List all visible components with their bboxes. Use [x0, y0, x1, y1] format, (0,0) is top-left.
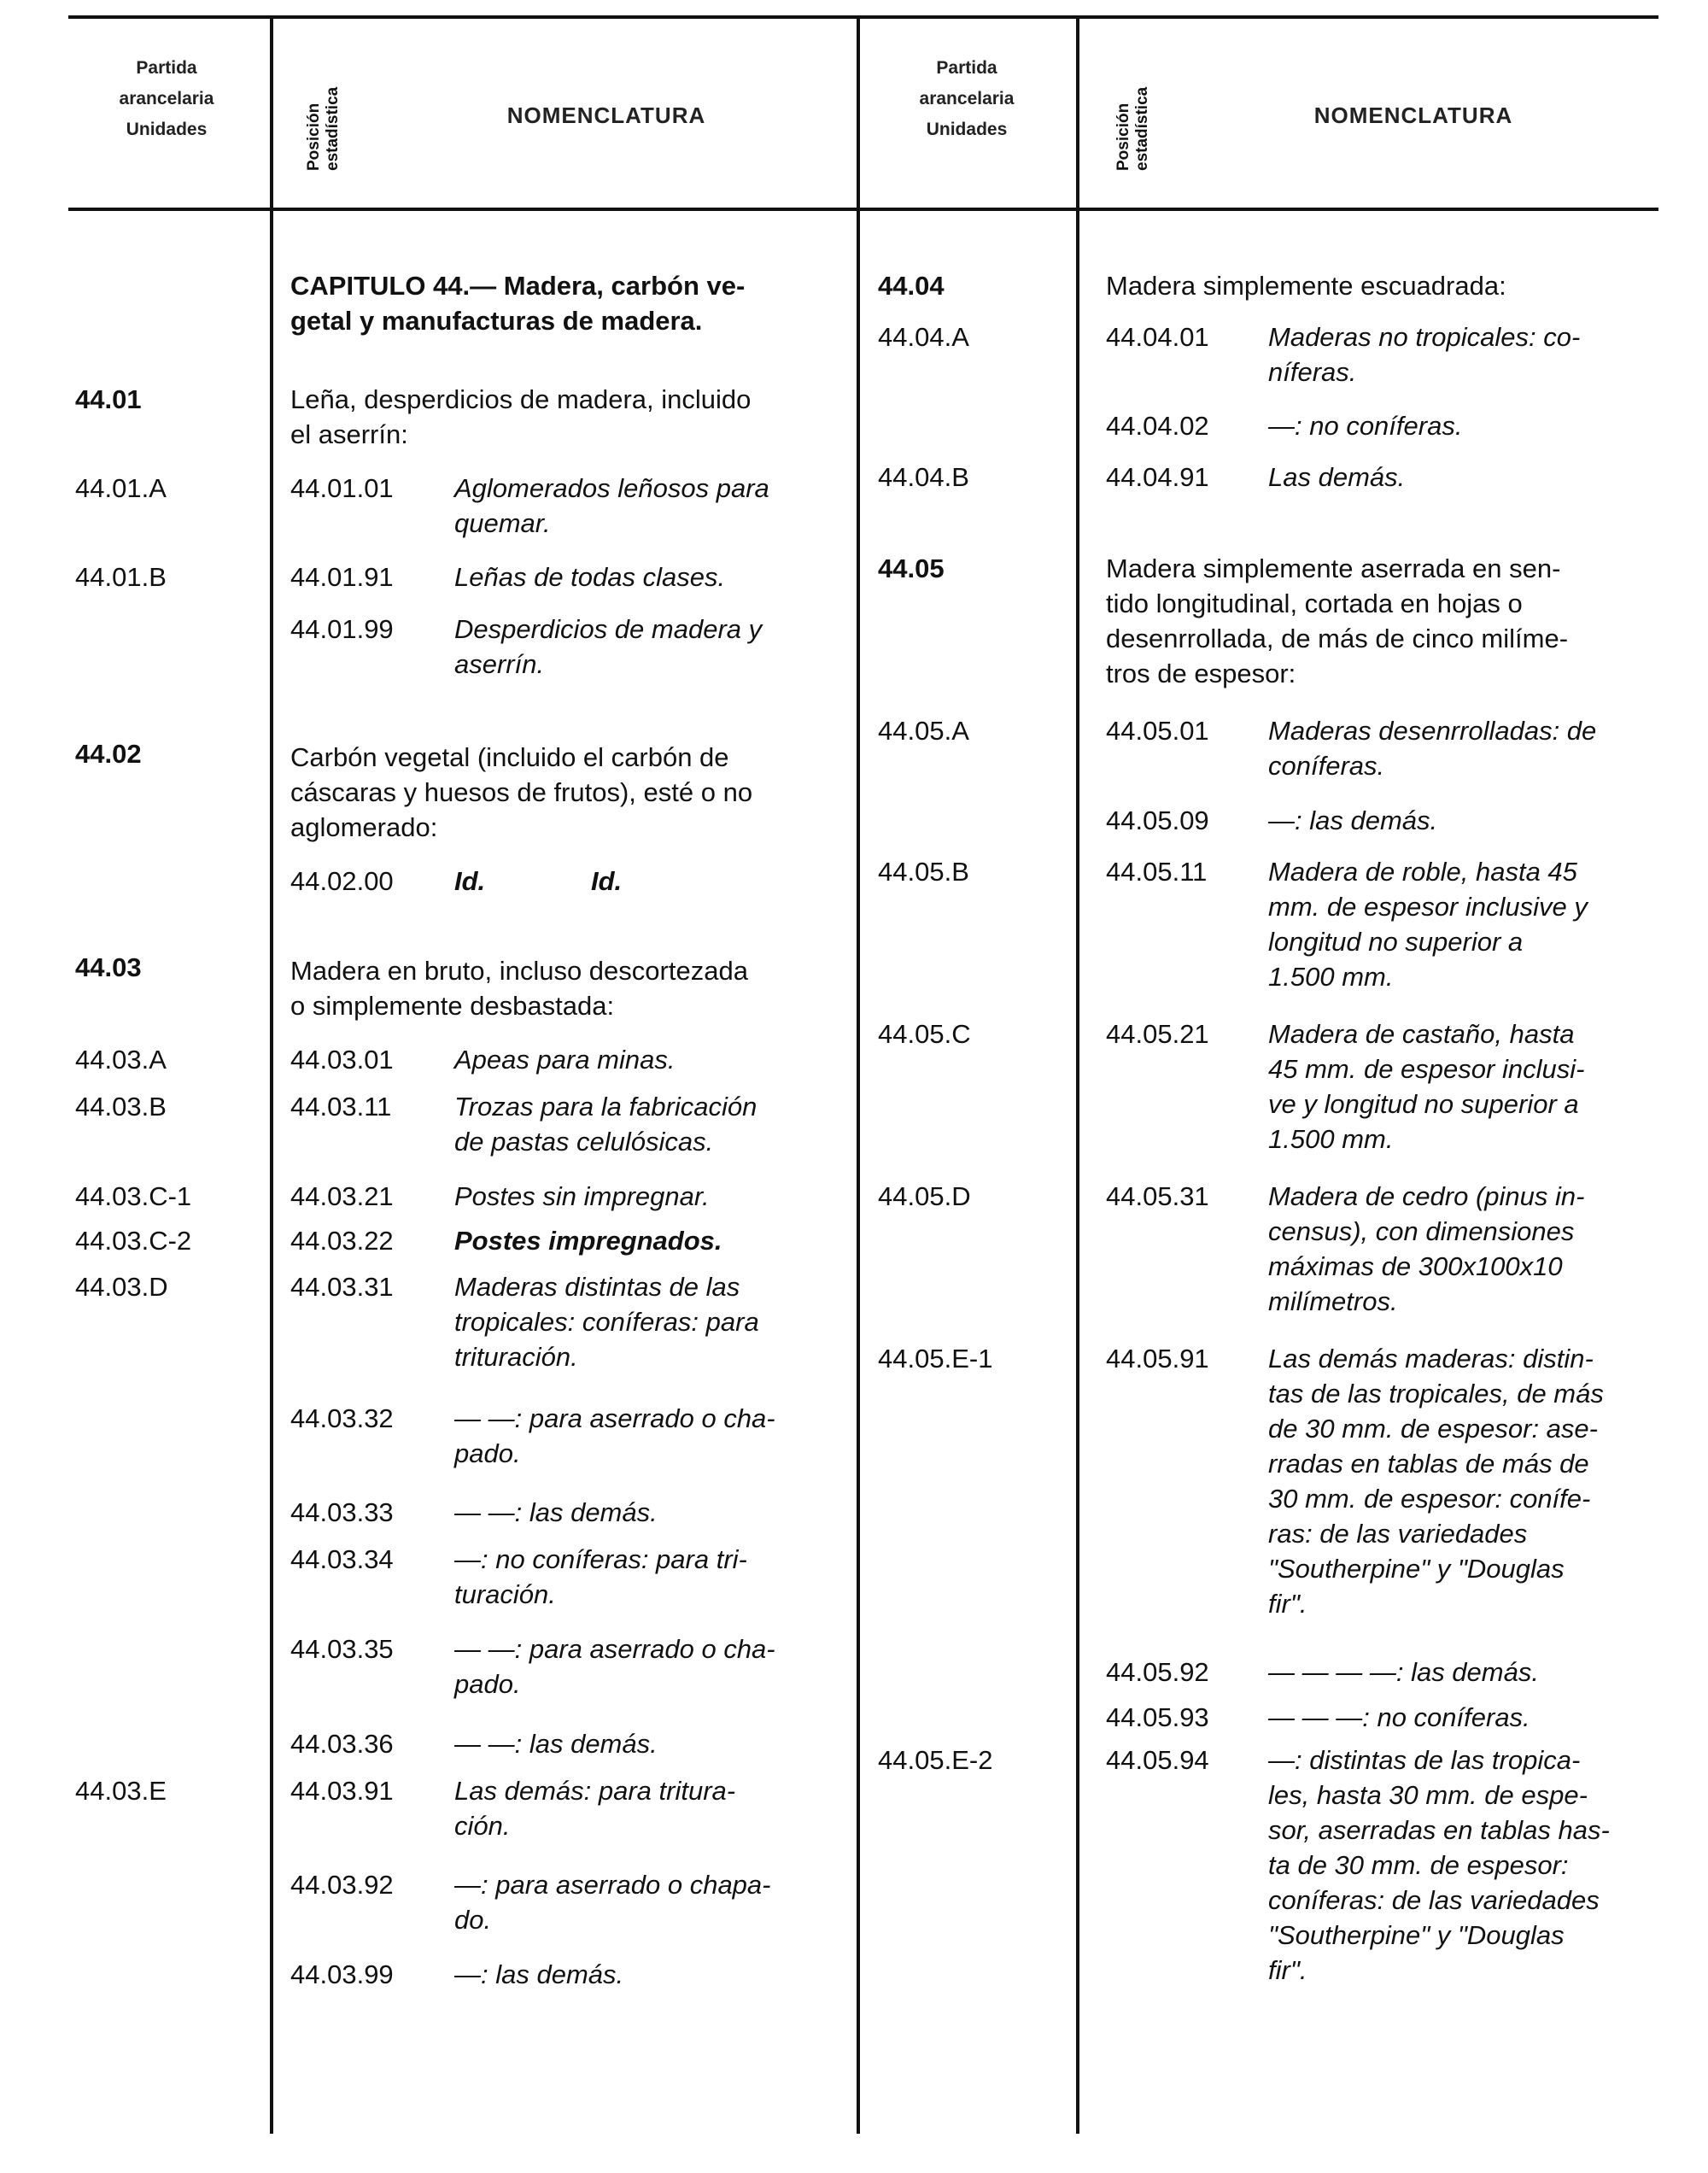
pos-44-03-99: 44.03.99	[290, 1959, 394, 1989]
desc-44-03-11-line1: Trozas para la fabricación	[454, 1092, 757, 1122]
pos-44-05-11: 44.05.11	[1106, 857, 1208, 887]
desc-44-03-line1: Madera en bruto, incluso descortezada	[290, 956, 748, 986]
partida-44-03-C-1: 44.03.C-1	[75, 1181, 192, 1211]
pos-44-05-09: 44.05.09	[1106, 805, 1209, 835]
pos-44-03-91: 44.03.91	[290, 1776, 394, 1806]
pos-44-05-91: 44.05.91	[1106, 1344, 1209, 1374]
desc-44-05-31-line4: milímetros.	[1268, 1286, 1398, 1316]
header-posicion-left: Posición estadística	[305, 86, 342, 171]
pos-44-03-11: 44.03.11	[290, 1092, 392, 1122]
desc-44-05-line1: Madera simplemente aserrada en sen-	[1106, 554, 1561, 583]
desc-44-03-21: Postes sin impregnar.	[454, 1181, 710, 1211]
desc-44-05-31-line1: Madera de cedro (pinus in-	[1268, 1181, 1585, 1211]
desc-44-03-34-line2: turación.	[454, 1579, 556, 1609]
pos-44-03-34: 44.03.34	[290, 1544, 394, 1574]
desc-44-05-91-line3: de 30 mm. de espesor: ase-	[1268, 1414, 1598, 1444]
desc-44-05-91-line6: ras: de las variedades	[1268, 1519, 1528, 1549]
desc-44-03-31-line2: tropicales: coníferas: para	[454, 1307, 759, 1337]
desc-44-05-11-line2: mm. de espesor inclusive y	[1268, 892, 1588, 922]
desc-44-03-34-line1: —: no coníferas: para tri-	[454, 1544, 747, 1574]
partida-44-05-D: 44.05.D	[878, 1181, 971, 1211]
partida-44-04-A: 44.04.A	[878, 322, 969, 352]
desc-44-02-00-id2: Id.	[591, 866, 623, 896]
desc-44-02-line2: cáscaras y huesos de frutos), esté o no	[290, 777, 753, 807]
partida-44-05-C: 44.05.C	[878, 1019, 971, 1049]
desc-44-04-02: —: no coníferas.	[1268, 411, 1463, 441]
desc-44-05-21-line3: ve y longitud no superior a	[1268, 1089, 1579, 1119]
left-divider-1	[270, 15, 273, 2134]
top-rule	[68, 15, 1658, 19]
desc-44-01-99-line2: aserrín.	[454, 649, 545, 679]
desc-44-05-94-line4: ta de 30 mm. de espesor:	[1268, 1850, 1569, 1880]
desc-44-05-line4: tros de espesor:	[1106, 659, 1296, 688]
desc-44-05-01-line2: coníferas.	[1268, 751, 1385, 781]
desc-44-03-36: — —: las demás.	[454, 1729, 658, 1759]
desc-44-03-31-line1: Maderas distintas de las	[454, 1272, 740, 1302]
pos-44-03-35: 44.03.35	[290, 1634, 394, 1664]
desc-44-02-line1: Carbón vegetal (incluido el carbón de	[290, 742, 729, 772]
desc-44-03-32-line2: pado.	[454, 1438, 521, 1468]
desc-44-05-93: — — —: no coníferas.	[1268, 1702, 1530, 1732]
desc-44-03-92-line1: —: para aserrado o chapa-	[454, 1870, 771, 1900]
pos-44-01-01: 44.01.01	[290, 473, 394, 503]
desc-44-05-92: — — — —: las demás.	[1268, 1657, 1539, 1687]
desc-44-05-11-line1: Madera de roble, hasta 45	[1268, 857, 1577, 887]
desc-44-05-31-line3: máximas de 300x100x10	[1268, 1251, 1563, 1281]
desc-44-04-91: Las demás.	[1268, 462, 1406, 492]
desc-44-05-01-line1: Maderas desenrrolladas: de	[1268, 716, 1597, 746]
header-nomenclatura-left: NOMENCLATURA	[506, 102, 706, 128]
pos-44-05-01: 44.05.01	[1106, 716, 1209, 746]
desc-44-02-00-id1: Id.	[454, 866, 486, 896]
pos-44-04-01: 44.04.01	[1106, 322, 1209, 352]
pos-44-05-31: 44.05.31	[1106, 1181, 1209, 1211]
desc-44-01-line2: el aserrín:	[290, 419, 408, 449]
pos-44-04-91: 44.04.91	[1106, 462, 1209, 492]
pos-44-02-00: 44.02.00	[290, 866, 394, 896]
pos-44-03-32: 44.03.32	[290, 1403, 394, 1433]
chapter-title-line2: getal y manufacturas de madera.	[290, 306, 703, 336]
center-divider	[857, 15, 860, 2134]
pos-44-03-36: 44.03.36	[290, 1729, 394, 1759]
partida-44-03-D: 44.03.D	[75, 1272, 168, 1302]
pos-44-05-21: 44.05.21	[1106, 1019, 1209, 1049]
desc-44-05-line2: tido longitudinal, cortada en hojas o	[1106, 589, 1523, 618]
partida-44-02: 44.02	[75, 739, 142, 769]
desc-44-05-91-line1: Las demás maderas: distin-	[1268, 1344, 1594, 1374]
desc-44-01-01-line1: Aglomerados leñosos para	[454, 473, 769, 503]
desc-44-05-91-line8: fir".	[1268, 1589, 1307, 1619]
desc-44-03-91-line1: Las demás: para tritura-	[454, 1776, 736, 1806]
pos-44-05-93: 44.05.93	[1106, 1702, 1209, 1732]
desc-44-03-33: — —: las demás.	[454, 1497, 658, 1527]
pos-44-03-31: 44.03.31	[290, 1272, 394, 1302]
partida-44-05: 44.05	[878, 554, 945, 583]
partida-44-04-B: 44.04.B	[878, 462, 969, 492]
desc-44-03-92-line2: do.	[454, 1905, 492, 1935]
desc-44-05-94-line2: les, hasta 30 mm. de espe-	[1268, 1780, 1588, 1810]
right-divider-1	[1076, 15, 1079, 2134]
desc-44-03-31-line3: trituración.	[454, 1342, 578, 1372]
desc-44-03-22: Postes impregnados.	[454, 1226, 722, 1256]
pos-44-03-92: 44.03.92	[290, 1870, 394, 1900]
desc-44-05-91-line2: tas de las tropicales, de más	[1268, 1379, 1604, 1409]
partida-44-01: 44.01	[75, 384, 142, 414]
desc-44-05-21-line1: Madera de castaño, hasta	[1268, 1019, 1575, 1049]
desc-44-01-line1: Leña, desperdicios de madera, incluido	[290, 384, 752, 414]
partida-44-03-A: 44.03.A	[75, 1045, 167, 1075]
partida-44-03-E: 44.03.E	[75, 1776, 167, 1806]
pos-44-01-99: 44.01.99	[290, 614, 394, 644]
desc-44-05-21-line2: 45 mm. de espesor inclusi-	[1268, 1054, 1585, 1084]
partida-44-01-B: 44.01.B	[75, 562, 167, 592]
pos-44-01-91: 44.01.91	[290, 562, 394, 592]
desc-44-05-11-line4: 1.500 mm.	[1268, 962, 1394, 992]
header-partida-right: Partida arancelaria Unidades	[919, 58, 1015, 139]
desc-44-05-94-line5: coníferas: de las variedades	[1268, 1885, 1600, 1915]
header-posicion-right: Posición estadística	[1114, 86, 1151, 171]
partida-44-05-B: 44.05.B	[878, 857, 969, 887]
desc-44-05-91-line4: rradas en tablas de más de	[1268, 1449, 1589, 1479]
pos-44-03-21: 44.03.21	[290, 1181, 394, 1211]
desc-44-05-94-line6: "Southerpine" y "Douglas	[1268, 1920, 1565, 1950]
desc-44-03-32-line1: — —: para aserrado o cha-	[454, 1403, 775, 1433]
pos-44-03-22: 44.03.22	[290, 1226, 394, 1256]
partida-44-03-B: 44.03.B	[75, 1092, 167, 1122]
desc-44-05-09: —: las demás.	[1268, 805, 1438, 835]
pos-44-03-33: 44.03.33	[290, 1497, 394, 1527]
pos-44-03-01: 44.03.01	[290, 1045, 394, 1075]
partida-44-04: 44.04	[878, 271, 945, 301]
desc-44-03-99: —: las demás.	[454, 1959, 624, 1989]
desc-44-04-01-line1: Maderas no tropicales: co-	[1268, 322, 1581, 352]
desc-44-05-94-line7: fir".	[1268, 1955, 1307, 1985]
desc-44-01-91: Leñas de todas clases.	[454, 562, 726, 592]
desc-44-05-94-line1: —: distintas de las tropica-	[1268, 1745, 1581, 1775]
desc-44-05-91-line7: "Southerpine" y "Douglas	[1268, 1554, 1565, 1584]
pos-44-05-92: 44.05.92	[1106, 1657, 1209, 1687]
desc-44-03-01: Apeas para minas.	[454, 1045, 676, 1075]
desc-44-03-line2: o simplemente desbastada:	[290, 991, 615, 1021]
desc-44-03-35-line2: pado.	[454, 1669, 521, 1699]
desc-44-05-21-line4: 1.500 mm.	[1268, 1124, 1394, 1154]
desc-44-05-31-line2: census), con dimensiones	[1268, 1216, 1575, 1246]
partida-44-03: 44.03	[75, 952, 142, 982]
desc-44-03-91-line2: ción.	[454, 1811, 511, 1841]
desc-44-03-35-line1: — —: para aserrado o cha-	[454, 1634, 775, 1664]
header-nomenclatura-right: NOMENCLATURA	[1313, 102, 1513, 128]
desc-44-05-11-line3: longitud no superior a	[1268, 927, 1524, 957]
desc-44-05-94-line3: sor, aserradas en tablas has-	[1268, 1815, 1610, 1845]
partida-44-05-E-2: 44.05.E-2	[878, 1745, 993, 1775]
desc-44-04: Madera simplemente escuadrada:	[1106, 271, 1506, 301]
partida-44-05-A: 44.05.A	[878, 716, 969, 746]
desc-44-05-line3: desenrrollada, de más de cinco milíme-	[1106, 624, 1569, 653]
header-bottom-rule	[68, 208, 1658, 211]
desc-44-04-01-line2: níferas.	[1268, 357, 1357, 387]
desc-44-03-11-line2: de pastas celulósicas.	[454, 1127, 714, 1157]
desc-44-01-01-line2: quemar.	[454, 508, 551, 538]
desc-44-02-line3: aglomerado:	[290, 812, 438, 842]
header-partida-left: Partida arancelaria Unidades	[119, 58, 214, 139]
pos-44-05-94: 44.05.94	[1106, 1745, 1209, 1775]
partida-44-03-C-2: 44.03.C-2	[75, 1226, 192, 1256]
chapter-title-line1: CAPITULO 44.— Madera, carbón ve-	[290, 271, 746, 301]
pos-44-04-02: 44.04.02	[1106, 411, 1209, 441]
desc-44-05-91-line5: 30 mm. de espesor: conífe-	[1268, 1484, 1591, 1514]
desc-44-01-99-line1: Desperdicios de madera y	[454, 614, 763, 644]
partida-44-01-A: 44.01.A	[75, 473, 167, 503]
partida-44-05-E-1: 44.05.E-1	[878, 1344, 993, 1374]
